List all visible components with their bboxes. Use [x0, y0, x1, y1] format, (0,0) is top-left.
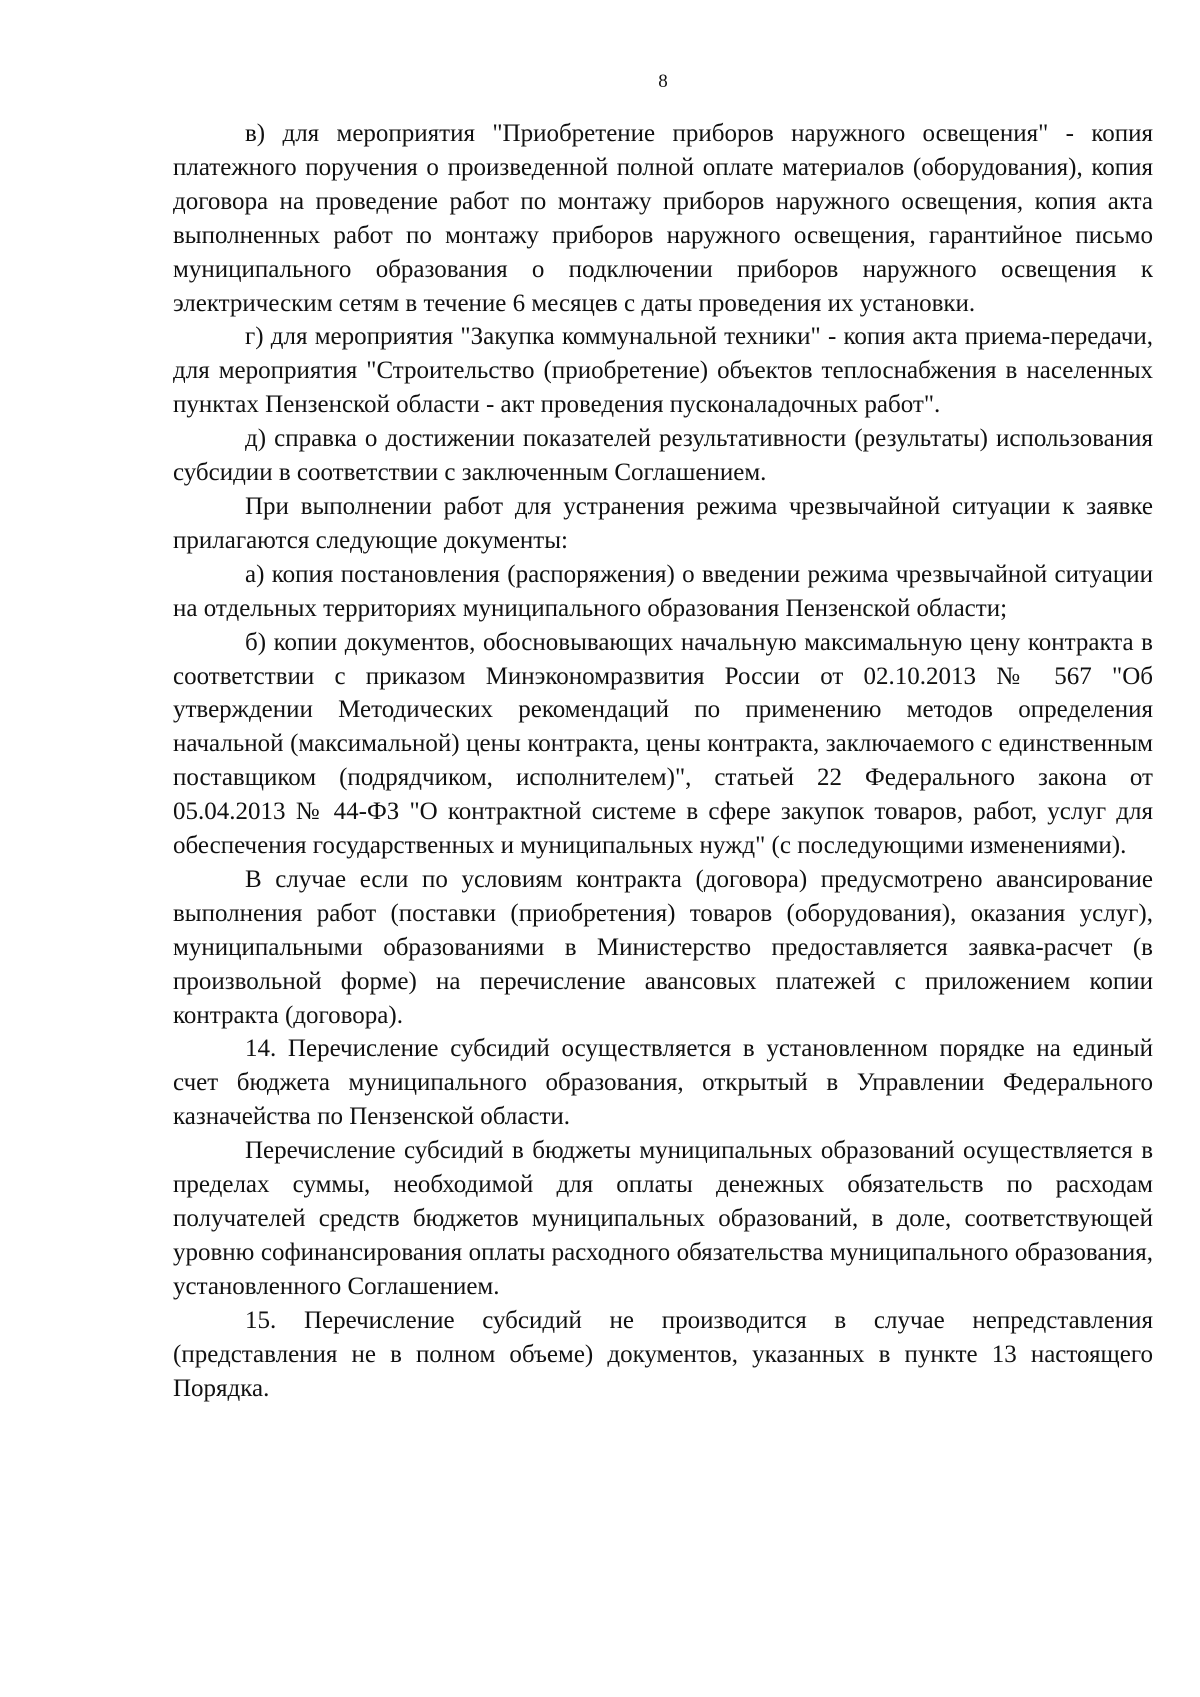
paragraph-clause-15: 15. Перечисление субсидий не производится в случае непредставления (представления не в полном объеме) документов, указанных в пункте 13 настоящего Порядка. [173, 1306, 1153, 1402]
paragraph-emergency-item-a: а) копия постановления (распоряжения) о введении режима чрезвычайной ситуации на отдельных территориях муниципального образования Пензенской области; [173, 560, 1153, 622]
paragraph-advance-payment: В случае если по условиям контракта (договора) предусмотрено авансирование выполнения работ (поставки (приобретения) товаров (оборудования), оказания услуг), муниципальными образованиями в Министерство предоставляется заявка-расчет (в произвольной форме) на перечисление авансовых платежей с приложением копии контракта (договора). [173, 865, 1153, 1029]
document-body [173, 117, 1153, 1405]
paragraph-item-d: д) справка о достижении показателей результативности (результаты) использования субсидии в соответствии с заключенным Соглашением. [173, 425, 1153, 487]
paragraph-item-g: г) для мероприятия "Закупка коммунальной техники" - копия акта приема-передачи, для мероприятия "Строительство (приобретение) объектов теплоснабжения в населенных пунктах Пензенской области - акт проведения пусконаладочных работ". [173, 323, 1153, 419]
page-number: 8 [658, 71, 668, 92]
paragraph-clause-14: 14. Перечисление субсидий осуществляется в установленном порядке на единый счет бюджета муниципального образования, открытый в Управлении Федерального казначейства по Пензенской области. [173, 1035, 1153, 1131]
paragraph-emergency-item-b: б) копии документов, обосновывающих начальную максимальную цену контракта в соответствии с приказом Минэкономразвития России от 02.10.2013 № 567 "Об утверждении Методических рекомендаций по применению методов определения начальной (максимальной) цены контракта, цены контракта, заключаемого с единственным поставщиком (подрядчиком, исполнителем)", статьей 22 Федерального закона от 05.04.2013 № 44-ФЗ "О контрактной системе в сфере закупок товаров, работ, услуг для обеспечения государственных и муниципальных нужд" (с последующими изменениями). [173, 628, 1153, 860]
paragraph-subsidy-transfer-limits: Перечисление субсидий в бюджеты муниципальных образований осуществляется в пределах суммы, необходимой для оплаты денежных обязательств по расходам получателей средств бюджетов муниципальных образований, в доле, соответствующей уровню софинансирования оплаты расходного обязательства муниципального образования, установленного Соглашением. [173, 1137, 1153, 1300]
paragraph-item-v: в) для мероприятия "Приобретение приборов наружного освещения" - копия платежного поручения о произведенной полной оплате материалов (оборудования), копия договора на проведение работ по монтажу приборов наружного освещения, копия акта выполненных работ по монтажу приборов наружного освещения, гарантийное письмо муниципального образования о подключении приборов наружного освещения к электрическим сетям в течение 6 месяцев с даты проведения их установки. [173, 120, 1153, 317]
paragraph-emergency-intro: При выполнении работ для устранения режима чрезвычайной ситуации к заявке прилагаются следующие документы: [173, 492, 1153, 554]
